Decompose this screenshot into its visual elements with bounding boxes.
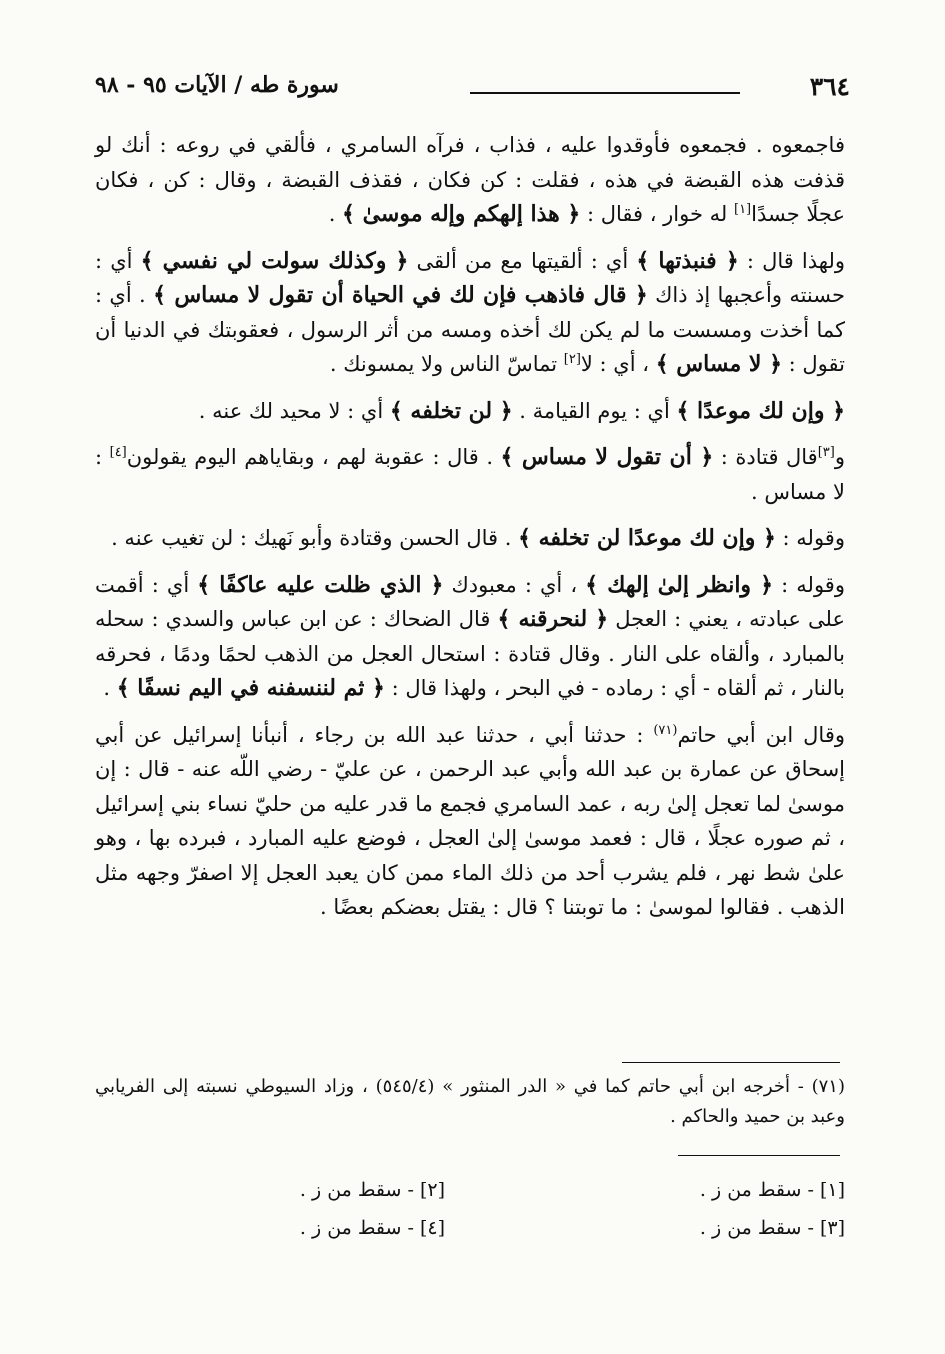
footnote-marker: [٤]	[109, 445, 127, 460]
footnote-71: (٧١) - أخرجه ابن أبي حاتم كما في « الدر المنثور » (٥٤٥/٤) ، وزاد السيوطي نسبته إلى الفريابي وعبد بن حميد والحاكم .	[95, 1076, 846, 1127]
footnote-marker: [١]	[733, 202, 752, 217]
text-segment: .	[328, 202, 343, 226]
note-1: [١] - سقط من ز .	[699, 1179, 845, 1201]
text-segment: أي : ألقيتها مع من ألقى	[408, 248, 637, 273]
page-header	[95, 72, 850, 112]
text-segment: قال الضحاك : عن ابن عباس والسدي : سحله بالمبارد ، وألقاه على النار . وقال قتادة : استحال العجل من الذهب لحمًا ودمًا ، فحرقه بالنار ، ثم ألقاه - أي : رماده - في البحر ، ولهذا قال :	[95, 607, 845, 700]
quran-verse: ﴿ لنحرقنه ﴾	[497, 606, 609, 632]
text-segment: أي : يوم القيامة .	[512, 398, 677, 423]
text-segment: . قال : عقوبة لهم ، وبقاياهم اليوم يقولون	[126, 445, 501, 469]
text-segment: : لا مساس .	[95, 445, 845, 504]
main-text	[95, 128, 845, 937]
text-segment: وقوله :	[775, 526, 845, 550]
footnote-marker: [٣]	[817, 445, 835, 460]
quran-verse: ﴿ لن تخلفه ﴾	[389, 397, 513, 424]
text-segment: وقوله :	[773, 572, 845, 597]
text-segment: . قال الحسن وقتادة وأبو نَهيك : لن تغيب عنه .	[111, 526, 519, 550]
text-segment: ، أي : معبودك	[443, 572, 586, 597]
paragraph	[95, 521, 845, 556]
page-number: ٣٦٤	[809, 72, 850, 101]
paragraph	[95, 128, 845, 232]
text-segment: ولهذا قال :	[738, 248, 846, 273]
text-segment: وقال ابن أبي حاتم	[677, 722, 845, 747]
quran-verse: ﴿ فنبذتها ﴾	[636, 247, 739, 274]
paragraph	[95, 568, 845, 706]
text-segment: أي : لا محيد لك عنه .	[198, 398, 390, 423]
footnote-rule	[622, 1062, 840, 1063]
text-segment: : حدثنا أبي ، حدثنا عبد الله بن رجاء ، أنبأنا إسرائيل عن أبي إسحاق عن عمارة بن عبد الله وأبي عبد الرحمن ، عن عليّ - رضي اللّه عنه - قال : إن موسىٰ لما تعجل إلىٰ ربه ، عمد السامري فجمع ما قدر عليه من حليّ نساء بني إسرائيل ، ثم صوره عجلًا ، قال : فعمد موسىٰ إلىٰ العجل ، فوضع عليه المبارد ، فبرده بها ، وهو علىٰ شط نهر ، فلم يشرب أحد من ذلك الماء ممن كان يعبد العجل إلا اصفرّ وجهه مثل الذهب . فقالوا لموسىٰ : ما توبتنا ؟ قال : يقتل بعضكم بعضًا .	[95, 722, 845, 919]
note-4: [٤] - سقط من ز .	[299, 1217, 445, 1239]
text-segment: تماسّ الناس ولا يمسونك .	[329, 352, 564, 376]
paragraph	[95, 244, 845, 382]
quran-verse: ﴿ وانظر إلىٰ إلهك ﴾	[585, 571, 774, 598]
paragraph	[95, 718, 845, 925]
quran-verse: ﴿ وإن لك موعدًا ﴾	[676, 397, 845, 424]
quran-verse: ﴿ وإن لك موعدًا لن تخلفه ﴾	[518, 525, 776, 551]
quran-verse: ﴿ الذي ظلت عليه عاكفًا ﴾	[197, 571, 444, 598]
paragraph	[95, 394, 845, 429]
text-segment: ، أي : لا	[580, 352, 656, 376]
text-segment: فاجمعوه . فجمعوه فأوقدوا عليه ، فذاب ، فرآه السامري ، فألقي في روعه : أنك لو قذفت هذه القبضة في هذه ، فقلت : كن فكان ، فقذف القبضة ، وقال : كن ، فكان عجلًا جسدًا	[95, 133, 845, 226]
header-rule	[470, 92, 740, 94]
text-segment: أي : حسنته وأعجبها إذ ذاك	[95, 248, 845, 307]
quran-verse: ﴿ قال فاذهب فإن لك في الحياة أن تقول لا مساس ﴾	[153, 282, 648, 308]
footnote-marker: [٢]	[563, 352, 581, 367]
surah-reference: سورة طه / الآيات ٩٥ - ٩٨	[95, 72, 339, 98]
quran-verse: ﴿ أن تقول لا مساس ﴾	[500, 444, 714, 470]
text-segment: قال قتادة :	[713, 445, 818, 469]
text-segment: أي : أقمت على عبادته ، يعني : العجل	[95, 572, 845, 631]
text-segment: .	[103, 676, 117, 700]
quran-verse: ﴿ لا مساس ﴾	[655, 351, 782, 377]
quran-verse: ﴿ ثم لننسفنه في اليم نسفًا ﴾	[116, 675, 385, 701]
text-segment: . أي : كما أخذت ومسست ما لم يكن لك أخذه ومسه من أثر الرسول ، فعقوبتك في الدنيا أن تقول :	[95, 283, 845, 376]
notes-rule	[678, 1155, 840, 1156]
note-2: [٢] - سقط من ز .	[299, 1179, 445, 1201]
quran-verse: ﴿ هذا إلهكم وإله موسىٰ ﴾	[342, 201, 581, 227]
note-3: [٣] - سقط من ز .	[699, 1217, 845, 1239]
footnote-marker: (٧١)	[653, 722, 678, 738]
quran-verse: ﴿ وكذلك سولت لي نفسي ﴾	[140, 247, 409, 274]
text-segment: و	[834, 445, 845, 469]
text-segment: له خوار ، فقال :	[580, 202, 734, 226]
paragraph	[95, 440, 845, 509]
